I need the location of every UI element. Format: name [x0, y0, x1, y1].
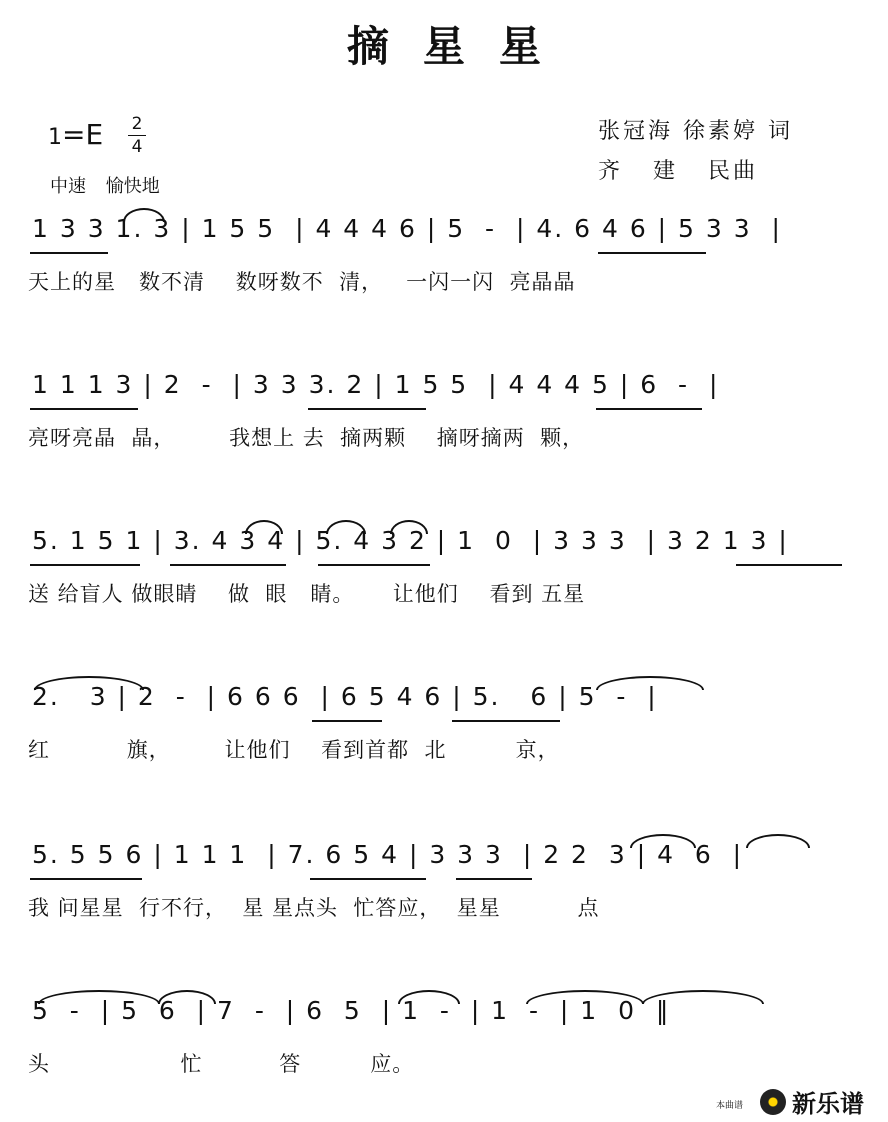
- lyrics-line: 天上的星 数不清 数呀数不 清， 一闪一闪 亮晶晶: [28, 270, 576, 294]
- time-signature-top: 2: [131, 114, 143, 134]
- beam: [308, 408, 426, 410]
- slur: [526, 990, 644, 1004]
- key-signature: [48, 118, 103, 151]
- notation-line: [32, 682, 872, 722]
- lyricist-credit: 张冠海 徐素婷 词: [598, 119, 793, 144]
- slur: [326, 520, 366, 534]
- beam: [30, 252, 108, 254]
- lyrics-line: 红 旗， 让他们 看到首都 北 京，: [28, 738, 560, 762]
- time-signature-line: [128, 135, 146, 136]
- time-signature-bottom: 4: [131, 137, 143, 157]
- key-signature-one: 1: [48, 125, 62, 150]
- slur: [390, 520, 428, 534]
- brand-name: 新乐谱: [792, 1090, 864, 1118]
- beam: [318, 564, 430, 566]
- beam: [30, 564, 140, 566]
- slur: [123, 208, 165, 222]
- score-title: 摘星星: [346, 22, 575, 71]
- credits: [598, 112, 793, 192]
- beam: [452, 720, 560, 722]
- notation-text: 5. 5 5 6 | 1 1 1 | 7. 6 5 4 | 3 3 3 | 2 2 3 | 4 6 |: [32, 840, 744, 869]
- slur: [596, 676, 704, 690]
- lyrics-line: 送 给盲人 做眼睛 做 眼 睛。 让他们 看到 五星: [28, 582, 586, 606]
- beam: [30, 408, 138, 410]
- beam: [170, 564, 286, 566]
- tempo-marking: 中速 愉快地: [50, 176, 160, 197]
- notation-text: 1 1 1 3 | 2 - | 3 3 3. 2 | 1 5 5 | 4 4 4 5 | 6 - |: [32, 370, 720, 399]
- beam: [598, 252, 706, 254]
- beam: [736, 564, 842, 566]
- notation-line: [32, 526, 872, 566]
- footer-credit: 本曲谱: [716, 1101, 744, 1111]
- beam: [456, 878, 532, 880]
- slur: [38, 990, 160, 1004]
- beam: [30, 878, 142, 880]
- slur: [34, 676, 144, 690]
- slur: [245, 520, 283, 534]
- notation-text: 5. 1 5 1 | 3. 4 3 4 | 5. 4 3 2 | 1 0 | 3 3 3 | 3 2 1 3 |: [32, 526, 789, 555]
- notation-text: 1 3 3 1. 3 | 1 5 5 | 4 4 4 6 | 5 - | 4. 6 4 6 | 5 3 3 |: [32, 214, 782, 243]
- lyrics-line: 亮呀亮晶 晶， 我想上 去 摘两颗 摘呀摘两 颗，: [28, 426, 585, 450]
- beam: [312, 720, 382, 722]
- music-disc-icon: [760, 1089, 786, 1115]
- notation-text: 2. 3 | 2 - | 6 6 6 | 6 5 4 6 | 5. 6 | 5 - |: [32, 682, 658, 711]
- slur: [630, 834, 696, 848]
- slur: [398, 990, 460, 1004]
- brand-logo: [760, 1084, 864, 1119]
- beam: [310, 878, 426, 880]
- time-signature: [128, 114, 146, 157]
- notation-line: [32, 370, 872, 410]
- composer-credit: 齐 建 民曲: [598, 159, 758, 184]
- slur: [158, 990, 216, 1004]
- notation-text: 5 - | 5 6 | 7 - | 6 5 | 1 - | 1 - | 1 0 ‖: [32, 996, 671, 1025]
- lyrics-line: 头 忙 答 应。: [28, 1052, 415, 1076]
- beam: [596, 408, 702, 410]
- slur: [746, 834, 810, 848]
- slur: [642, 990, 764, 1004]
- key-signature-letter: =E: [62, 118, 104, 151]
- lyrics-line: 我 问星星 行不行， 星 星点头 忙答应， 星星 点: [28, 896, 600, 920]
